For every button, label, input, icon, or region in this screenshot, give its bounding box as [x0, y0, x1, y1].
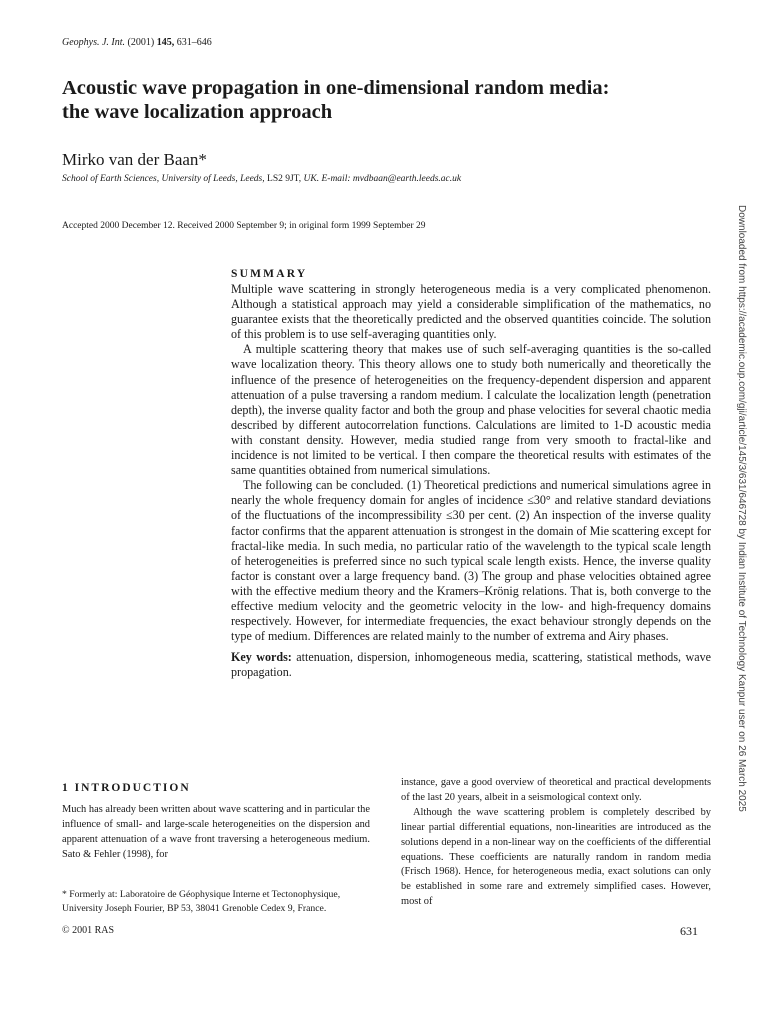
- keywords-label: Key words:: [231, 650, 292, 665]
- summary-section: [231, 268, 711, 680]
- journal-citation: [62, 37, 212, 48]
- affiliation-postcode: LS2 9JT,: [267, 174, 302, 184]
- keywords: [231, 650, 711, 680]
- paper-title: [62, 76, 702, 124]
- journal-year: (2001): [127, 37, 155, 48]
- affiliation-institution: School of Earth Sciences, University of Leeds, Leeds,: [62, 174, 265, 184]
- author-name: Mirko van der Baan*: [62, 150, 207, 169]
- right-column-paragraph-1: instance, gave a good overview of theoretical and practical developments of the last 20 years, albeit in a seismological context only.: [401, 777, 711, 803]
- journal-abbrev: Geophys. J. Int.: [62, 37, 126, 48]
- right-column: [401, 776, 711, 910]
- introduction-body: Much has already been written about wave scattering and in particular the influence of small- and large-scale heterogeneities on the dispersion and apparent attenuation of a wave front traversing a heterogeneous medium. Sato & Fehler (1998), for: [62, 804, 370, 860]
- right-column-paragraph-2: Although the wave scattering problem is completely described by linear partial differential equations, non-linearities are introduced as the solutions depend in a non-linear way on the coefficients of the differential equations. These coefficients are naturally random in random media (Frisch 1968). Hence, for heterogeneous media, exact solutions can only be established in some rare and extremely simplified cases. However, most of: [401, 806, 711, 908]
- footnote: * Formerly at: Laboratoire de Géophysique Interne et Tectonophysique, University Joseph Fourier, BP 53, 38041 Grenoble Cedex 9, France.: [62, 889, 341, 914]
- journal-volume: 145,: [156, 37, 175, 48]
- introduction-heading: 1 INTRODUCTION: [62, 782, 191, 794]
- affiliation-email: UK. E-mail: mvdbaan@earth.leeds.ac.uk: [303, 174, 462, 184]
- summary-paragraph-3: The following can be concluded. (1) Theoretical predictions and numerical simulations agree in nearly the whole frequency domain for angles of incidence ≤30° and relative standard deviations of the fluctuations of the incompressibility ≤30 per cent. (2) An inspection of the inverse quality factor confirms that the apparent attenuation is strongest in the domain of Mie scattering except for fractal-like media. In such media, no particular ratio of the wavelength to the typical scale length of heterogeneities is preferred since no such typical scale length exists. Hence, the inverse quality factor is constant over a large frequency band. (3) The group and phase velocities obtained agree with the effective medium theory and the Kramers–Krönig relations. That is, both converge to the effective medium velocity and the geometric velocity in the low- and high-frequency domains respectively. However, for intermediate frequencies, the exact behaviour strongly depends on the type of medium. Differences are related mainly to the number of extrema and Airy phases.: [231, 478, 711, 644]
- affiliation: [62, 174, 461, 184]
- title-line-2: the wave localization approach: [62, 101, 333, 123]
- page-number: 631: [680, 924, 698, 938]
- submission-dates: Accepted 2000 December 12. Received 2000 September 9; in original form 1999 September 29: [62, 221, 426, 231]
- summary-paragraph-2: A multiple scattering theory that makes use of such self-averaging quantities is the so-called wave localization theory. This theory allows one to study both numerically and theoretically the influence of the presence of heterogeneities on the frequency-dependent dispersion and apparent attenuation of a pulse traversing a random medium. I calculate the localization length (penetration depth), the inverse quality factor and both the group and phase velocities for several chaotic media described by different autocorrelation functions. Calculations are limited to 1-D acoustic media with constant density. However, media studied range from very smooth to fractal-like and incidence is not limited to be vertical. I then compare the theoretical results with estimates of the same quantities obtained from numerical simulations.: [231, 342, 711, 478]
- keywords-list: attenuation, dispersion, inhomogeneous media, scattering, statistical methods, wave propagation.: [231, 650, 712, 680]
- journal-pages: 631–646: [176, 37, 212, 48]
- download-watermark: Downloaded from https://academic.oup.com/gji/article/145/3/631/646728 by Indian Institute of Technology Kanpur user on 26 March 2025: [736, 205, 747, 812]
- copyright: © 2001 RAS: [62, 925, 115, 936]
- summary-heading: SUMMARY: [231, 268, 308, 280]
- title-line-1: Acoustic wave propagation in one-dimensional random media:: [62, 77, 610, 99]
- summary-paragraph-1: Multiple wave scattering in strongly heterogeneous media is a very complicated phenomenon. Although a statistical approach may yield a considerable simplification of the mathematics, no guarantee exists that the theoretically predicted and the observed quantities coincide. The solution of this problem is to use self-averaging quantities only.: [231, 282, 711, 342]
